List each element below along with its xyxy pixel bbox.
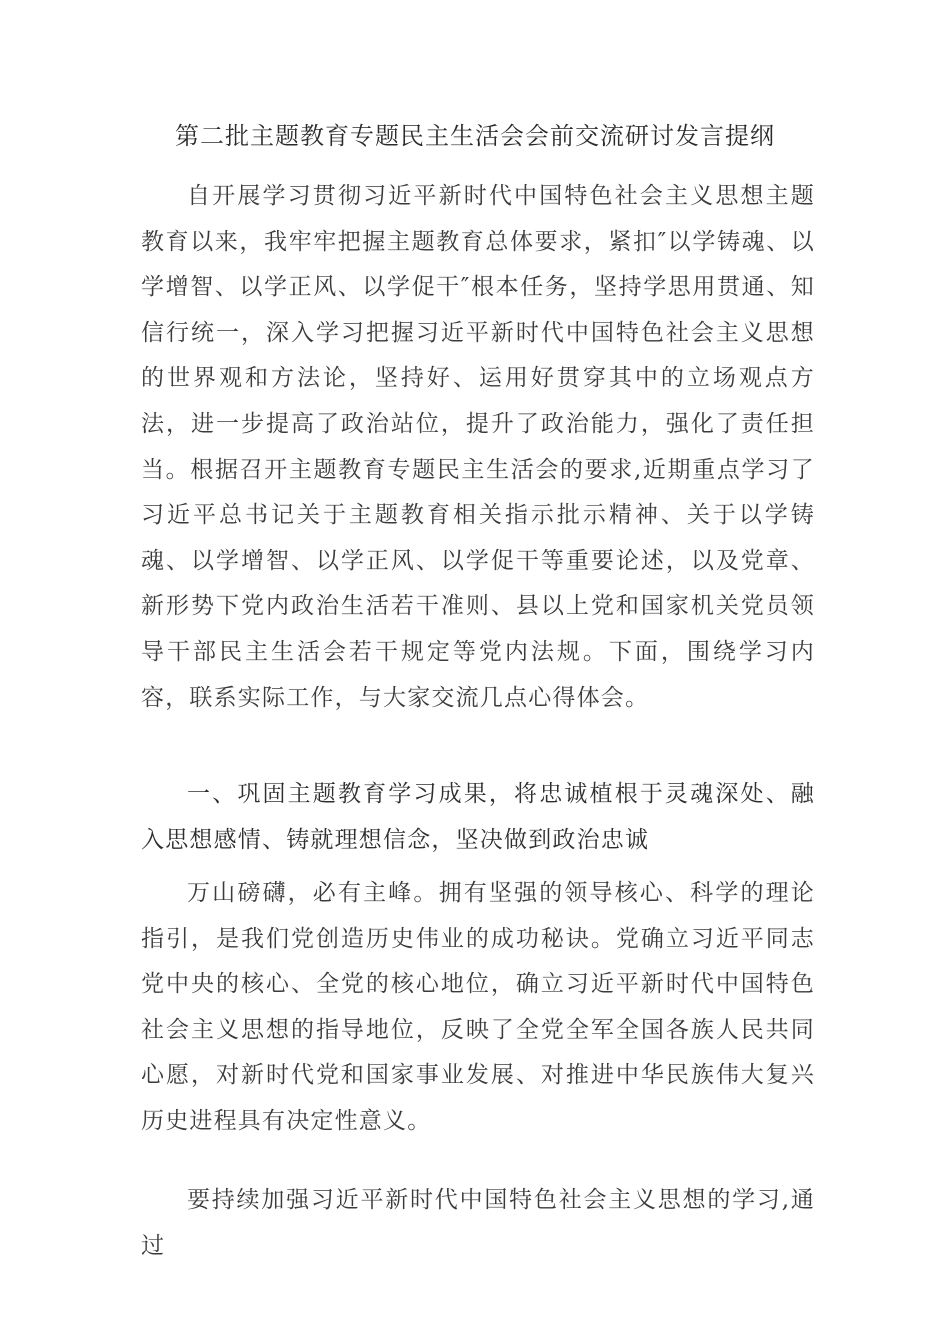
body-paragraph: 自开展学习贯彻习近平新时代中国特色社会主义思想主题教育以来，我牢牢把握主题教育总体要求，紧扣″以学铸魂、以学增智、以学正风、以学促干″根本任务，坚持学思用贯通、知信行统一，深入学习把握习近平新时代中国特色社会主义思想的世界观和方法论，坚持好、运用好贯穿其中的立场观点方法，进一步提高了政治站位，提升了政治能力，强化了责任担当。根据召开主题教育专题民主生活会的要求,近期重点学习了习近平总书记关于主题教育相关指示批示精神、关于以学铸魂、以学增智、以学正风、以学促干等重要论述，以及党章、新形势下党内政治生活若干准则、县以上党和国家机关党员领导干部民主生活会若干规定等党内法规。下面，围绕学习内容，联系实际工作，与大家交流几点心得体会。: [141, 183, 815, 711]
body-paragraph: 要持续加强习近平新时代中国特色社会主义思想的学习,通过: [141, 1187, 815, 1259]
body-paragraph: 万山磅礴，必有主峰。拥有坚强的领导核心、科学的理论指引，是我们党创造历史伟业的成功秘诀。党确立习近平同志党中央的核心、全党的核心地位，确立习近平新时代中国特色社会主义思想的指导地位，反映了全党全军全国各族人民共同心愿，对新时代党和国家事业发展、对推进中华民族伟大复兴历史进程具有决定性意义。: [141, 880, 815, 1134]
document-title: 第二批主题教育专题民主生活会会前交流研讨发言提纲: [175, 122, 775, 150]
section-heading: 一、巩固主题教育学习成果，将忠诚植根于灵魂深处、融入思想感情、铸就理想信念，坚决做到政治忠诚: [141, 781, 815, 853]
